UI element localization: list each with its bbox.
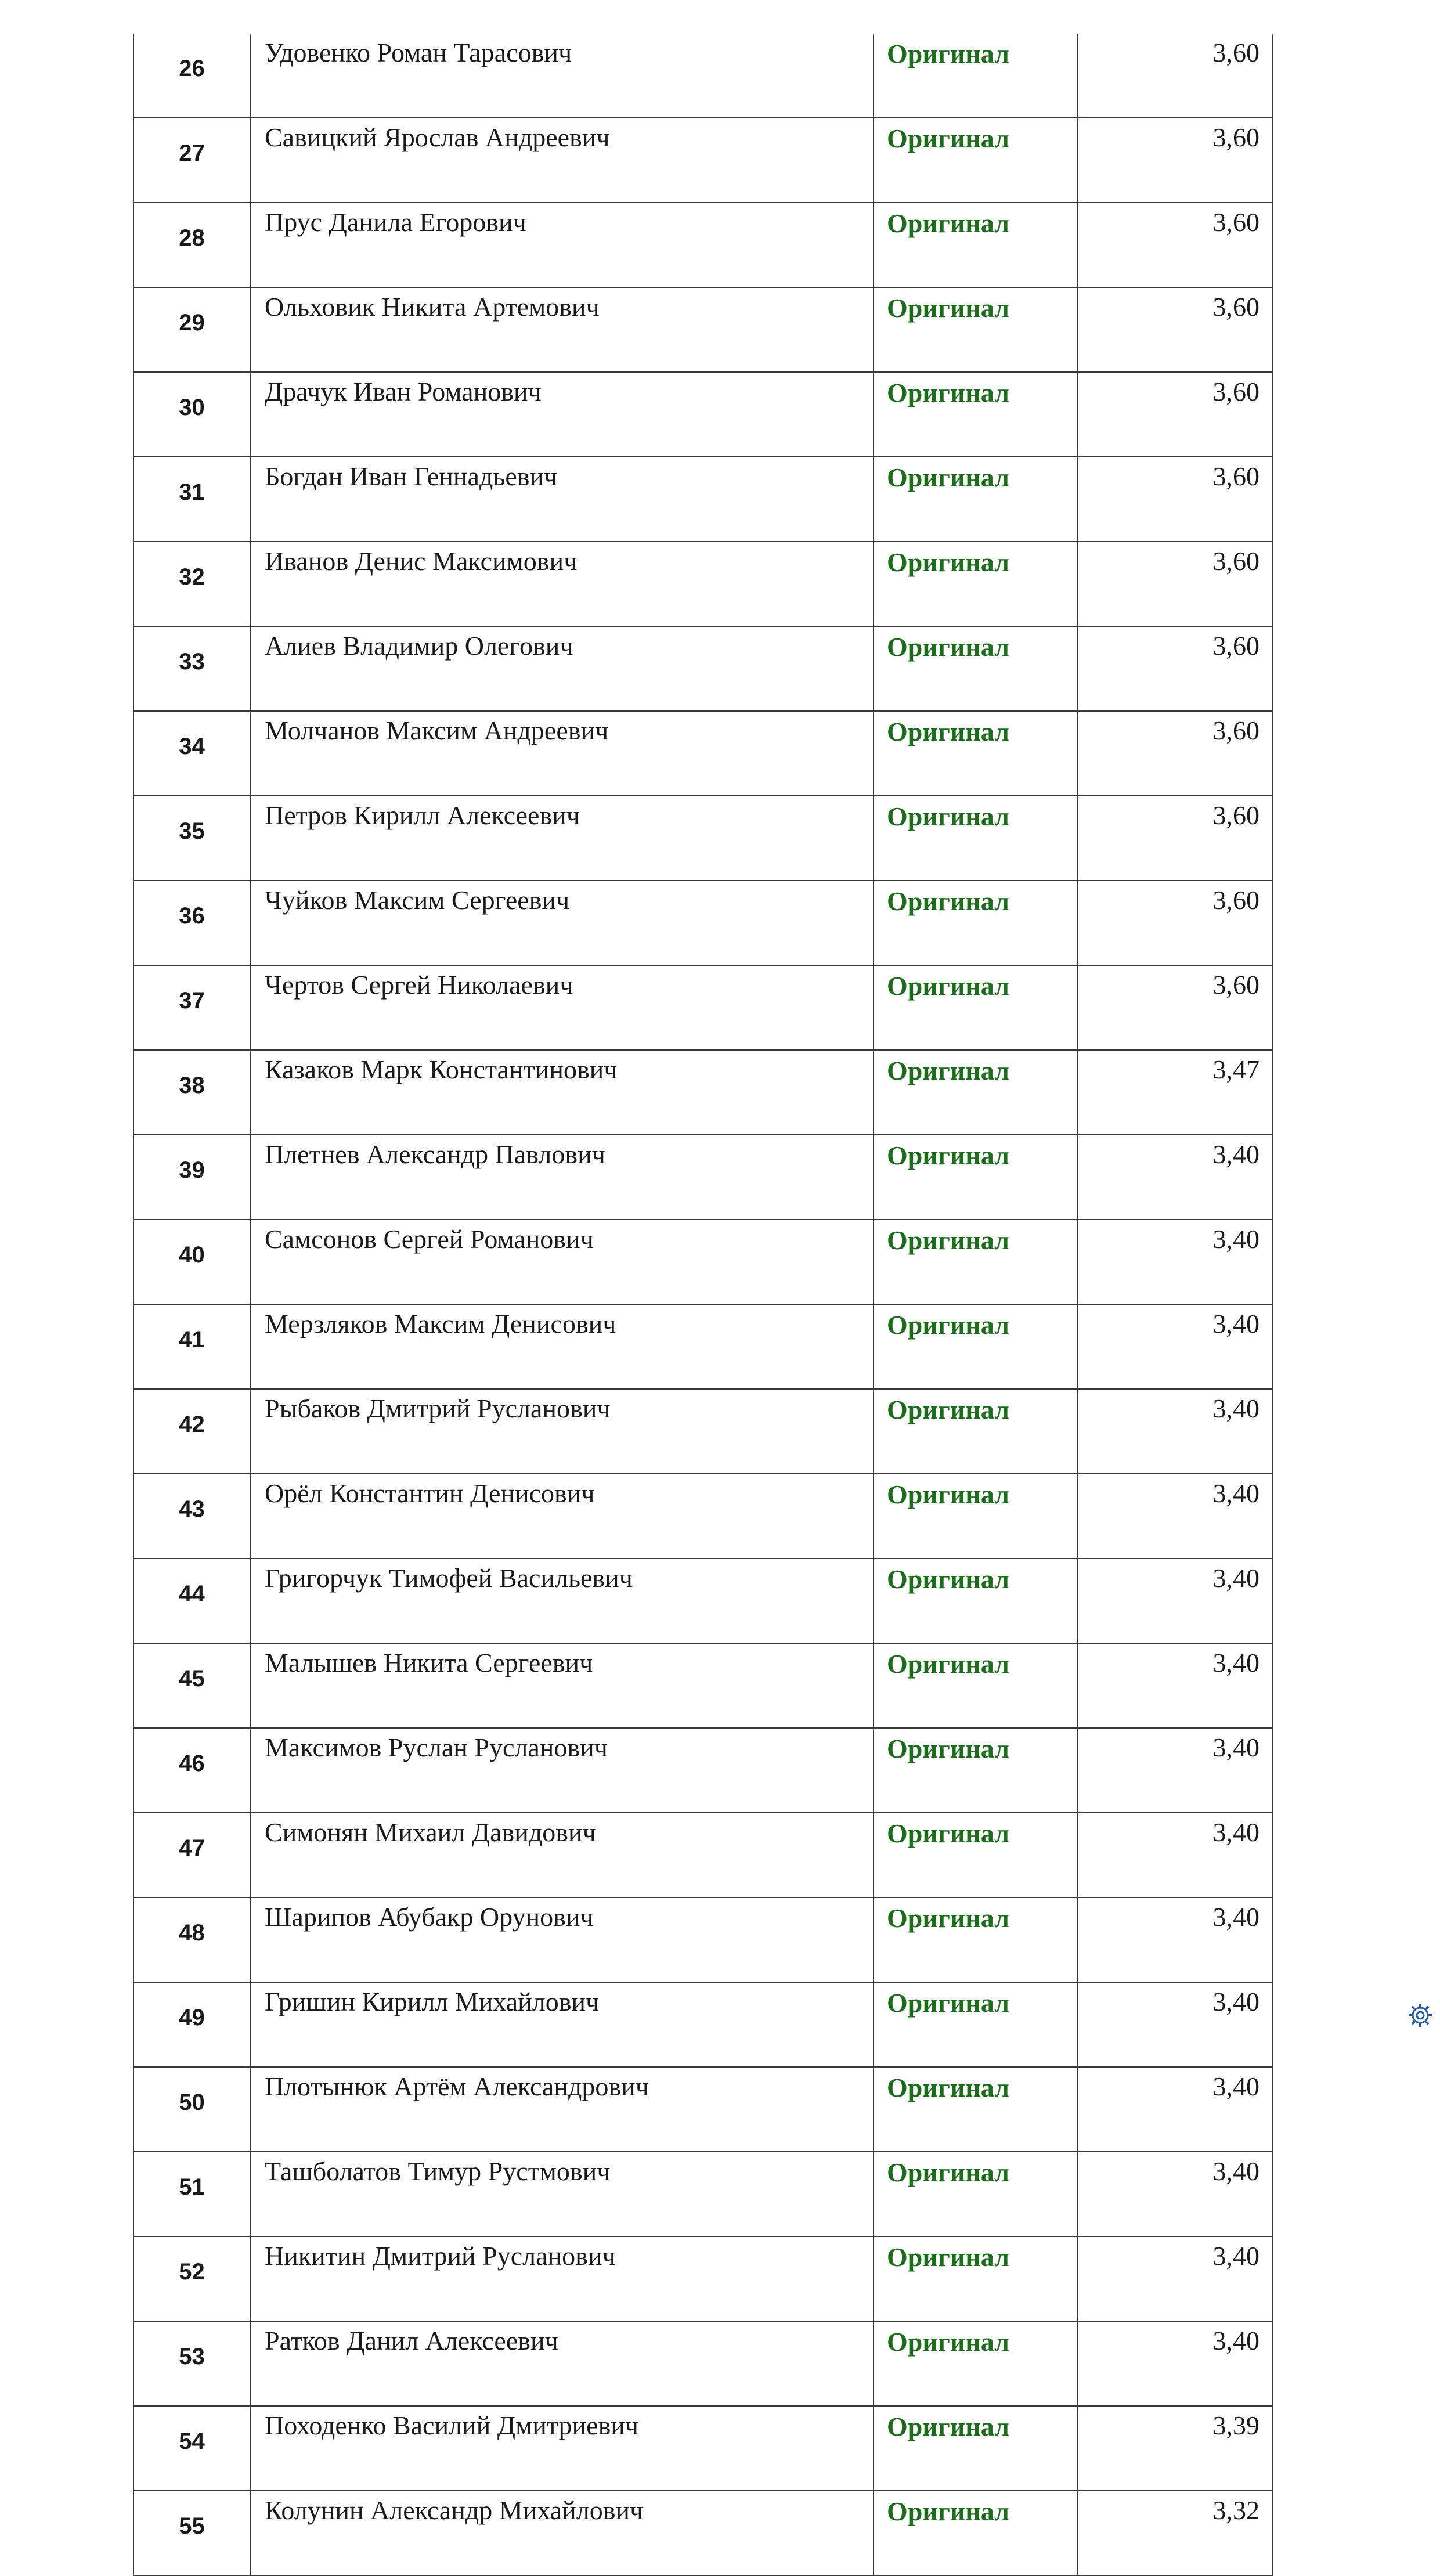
row-number: 40	[133, 1220, 250, 1304]
average-score: 3,60	[1077, 118, 1273, 203]
document-status: Оригинал	[874, 1897, 1077, 1982]
applicant-name: Плетнев Александр Павлович	[250, 1135, 874, 1220]
table-row	[133, 1558, 1273, 1643]
row-number: 41	[133, 1304, 250, 1389]
table-row	[133, 1813, 1273, 1897]
applicant-name: Григорчук Тимофей Васильевич	[250, 1558, 874, 1643]
row-number: 44	[133, 1558, 250, 1643]
row-number: 43	[133, 1474, 250, 1558]
row-number: 49	[133, 1982, 250, 2067]
document-status: Оригинал	[874, 2406, 1077, 2491]
average-score: 3,60	[1077, 711, 1273, 796]
row-number: 36	[133, 881, 250, 965]
average-score: 3,60	[1077, 965, 1273, 1050]
document-status: Оригинал	[874, 965, 1077, 1050]
average-score: 3,40	[1077, 1389, 1273, 1474]
applicants-table-body	[133, 34, 1273, 2575]
applicant-name: Плотынюк Артём Александрович	[250, 2067, 874, 2152]
row-number: 47	[133, 1813, 250, 1897]
document-status: Оригинал	[874, 1813, 1077, 1897]
table-row	[133, 1389, 1273, 1474]
row-number: 51	[133, 2152, 250, 2236]
applicant-name: Савицкий Ярослав Андреевич	[250, 118, 874, 203]
applicant-name: Мерзляков Максим Денисович	[250, 1304, 874, 1389]
table-row	[133, 2067, 1273, 2152]
table-row	[133, 965, 1273, 1050]
average-score: 3,40	[1077, 1897, 1273, 1982]
applicant-name: Прус Данила Егорович	[250, 203, 874, 287]
average-score: 3,60	[1077, 203, 1273, 287]
applicants-table-container	[133, 34, 1272, 2576]
table-row	[133, 1728, 1273, 1813]
average-score: 3,60	[1077, 542, 1273, 626]
table-row	[133, 118, 1273, 203]
row-number: 37	[133, 965, 250, 1050]
applicant-name: Шарипов Абубакр Орунович	[250, 1897, 874, 1982]
document-status: Оригинал	[874, 287, 1077, 372]
applicant-name: Гришин Кирилл Михайлович	[250, 1982, 874, 2067]
document-status: Оригинал	[874, 1220, 1077, 1304]
average-score: 3,40	[1077, 2236, 1273, 2321]
applicant-name: Ратков Данил Алексеевич	[250, 2321, 874, 2406]
applicant-name: Казаков Марк Константинович	[250, 1050, 874, 1135]
row-number: 28	[133, 203, 250, 287]
document-status: Оригинал	[874, 372, 1077, 457]
document-status: Оригинал	[874, 1135, 1077, 1220]
applicant-name: Никитин Дмитрий Русланович	[250, 2236, 874, 2321]
applicant-name: Орёл Константин Денисович	[250, 1474, 874, 1558]
average-score: 3,60	[1077, 457, 1273, 542]
average-score: 3,40	[1077, 1304, 1273, 1389]
average-score: 3,60	[1077, 372, 1273, 457]
document-status: Оригинал	[874, 1643, 1077, 1728]
row-number: 39	[133, 1135, 250, 1220]
applicant-name: Ольховик Никита Артемович	[250, 287, 874, 372]
applicant-name: Рыбаков Дмитрий Русланович	[250, 1389, 874, 1474]
applicant-name: Самсонов Сергей Романович	[250, 1220, 874, 1304]
average-score: 3,40	[1077, 2067, 1273, 2152]
average-score: 3,40	[1077, 1558, 1273, 1643]
average-score: 3,39	[1077, 2406, 1273, 2491]
table-row	[133, 2406, 1273, 2491]
applicant-name: Колунин Александр Михайлович	[250, 2491, 874, 2575]
document-status: Оригинал	[874, 626, 1077, 711]
applicant-name: Богдан Иван Геннадьевич	[250, 457, 874, 542]
average-score: 3,60	[1077, 34, 1273, 118]
average-score: 3,40	[1077, 1220, 1273, 1304]
document-status: Оригинал	[874, 34, 1077, 118]
row-number: 46	[133, 1728, 250, 1813]
row-number: 45	[133, 1643, 250, 1728]
row-number: 38	[133, 1050, 250, 1135]
document-status: Оригинал	[874, 457, 1077, 542]
applicant-name: Иванов Денис Максимович	[250, 542, 874, 626]
table-row	[133, 1982, 1273, 2067]
average-score: 3,60	[1077, 881, 1273, 965]
table-row	[133, 1220, 1273, 1304]
document-status: Оригинал	[874, 203, 1077, 287]
table-row	[133, 796, 1273, 881]
applicant-name: Чертов Сергей Николаевич	[250, 965, 874, 1050]
table-row	[133, 2321, 1273, 2406]
table-row	[133, 711, 1273, 796]
average-score: 3,32	[1077, 2491, 1273, 2575]
applicants-table	[133, 34, 1273, 2576]
table-row	[133, 1050, 1273, 1135]
row-number: 50	[133, 2067, 250, 2152]
document-status: Оригинал	[874, 796, 1077, 881]
document-status: Оригинал	[874, 542, 1077, 626]
average-score: 3,40	[1077, 1813, 1273, 1897]
document-status: Оригинал	[874, 2491, 1077, 2575]
applicant-name: Чуйков Максим Сергеевич	[250, 881, 874, 965]
document-status: Оригинал	[874, 2152, 1077, 2236]
table-row	[133, 1643, 1273, 1728]
applicant-name: Удовенко Роман Тарасович	[250, 34, 874, 118]
table-row	[133, 457, 1273, 542]
row-number: 55	[133, 2491, 250, 2575]
row-number: 33	[133, 626, 250, 711]
average-score: 3,40	[1077, 1728, 1273, 1813]
applicant-name: Походенко Василий Дмитриевич	[250, 2406, 874, 2491]
row-number: 52	[133, 2236, 250, 2321]
table-row	[133, 372, 1273, 457]
document-status: Оригинал	[874, 2067, 1077, 2152]
table-row	[133, 2236, 1273, 2321]
row-number: 54	[133, 2406, 250, 2491]
average-score: 3,40	[1077, 1643, 1273, 1728]
row-number: 26	[133, 34, 250, 118]
applicant-name: Молчанов Максим Андреевич	[250, 711, 874, 796]
applicant-name: Ташболатов Тимур Рустмович	[250, 2152, 874, 2236]
document-status: Оригинал	[874, 1558, 1077, 1643]
average-score: 3,60	[1077, 287, 1273, 372]
document-status: Оригинал	[874, 711, 1077, 796]
row-number: 32	[133, 542, 250, 626]
row-number: 34	[133, 711, 250, 796]
table-row	[133, 1135, 1273, 1220]
table-row	[133, 287, 1273, 372]
table-row	[133, 1897, 1273, 1982]
table-row	[133, 34, 1273, 118]
applicant-name: Малышев Никита Сергеевич	[250, 1643, 874, 1728]
gear-logo-icon	[1407, 2003, 1433, 2028]
table-row	[133, 881, 1273, 965]
row-number: 27	[133, 118, 250, 203]
applicant-name: Алиев Владимир Олегович	[250, 626, 874, 711]
average-score: 3,47	[1077, 1050, 1273, 1135]
row-number: 53	[133, 2321, 250, 2406]
average-score: 3,60	[1077, 626, 1273, 711]
row-number: 31	[133, 457, 250, 542]
table-row	[133, 2491, 1273, 2575]
row-number: 35	[133, 796, 250, 881]
row-number: 30	[133, 372, 250, 457]
document-status: Оригинал	[874, 118, 1077, 203]
document-status: Оригинал	[874, 1389, 1077, 1474]
average-score: 3,40	[1077, 1474, 1273, 1558]
document-status: Оригинал	[874, 1728, 1077, 1813]
average-score: 3,60	[1077, 796, 1273, 881]
row-number: 48	[133, 1897, 250, 1982]
average-score: 3,40	[1077, 1135, 1273, 1220]
table-row	[133, 542, 1273, 626]
document-status: Оригинал	[874, 881, 1077, 965]
average-score: 3,40	[1077, 1982, 1273, 2067]
document-status: Оригинал	[874, 2321, 1077, 2406]
applicant-name: Симонян Михаил Давидович	[250, 1813, 874, 1897]
document-status: Оригинал	[874, 2236, 1077, 2321]
document-status: Оригинал	[874, 1982, 1077, 2067]
applicant-name: Петров Кирилл Алексеевич	[250, 796, 874, 881]
table-row	[133, 203, 1273, 287]
table-row	[133, 626, 1273, 711]
document-status: Оригинал	[874, 1304, 1077, 1389]
row-number: 29	[133, 287, 250, 372]
table-row	[133, 2152, 1273, 2236]
average-score: 3,40	[1077, 2152, 1273, 2236]
row-number: 42	[133, 1389, 250, 1474]
document-status: Оригинал	[874, 1050, 1077, 1135]
table-row	[133, 1304, 1273, 1389]
applicant-name: Максимов Руслан Русланович	[250, 1728, 874, 1813]
document-status: Оригинал	[874, 1474, 1077, 1558]
table-row	[133, 1474, 1273, 1558]
average-score: 3,40	[1077, 2321, 1273, 2406]
applicant-name: Драчук Иван Романович	[250, 372, 874, 457]
